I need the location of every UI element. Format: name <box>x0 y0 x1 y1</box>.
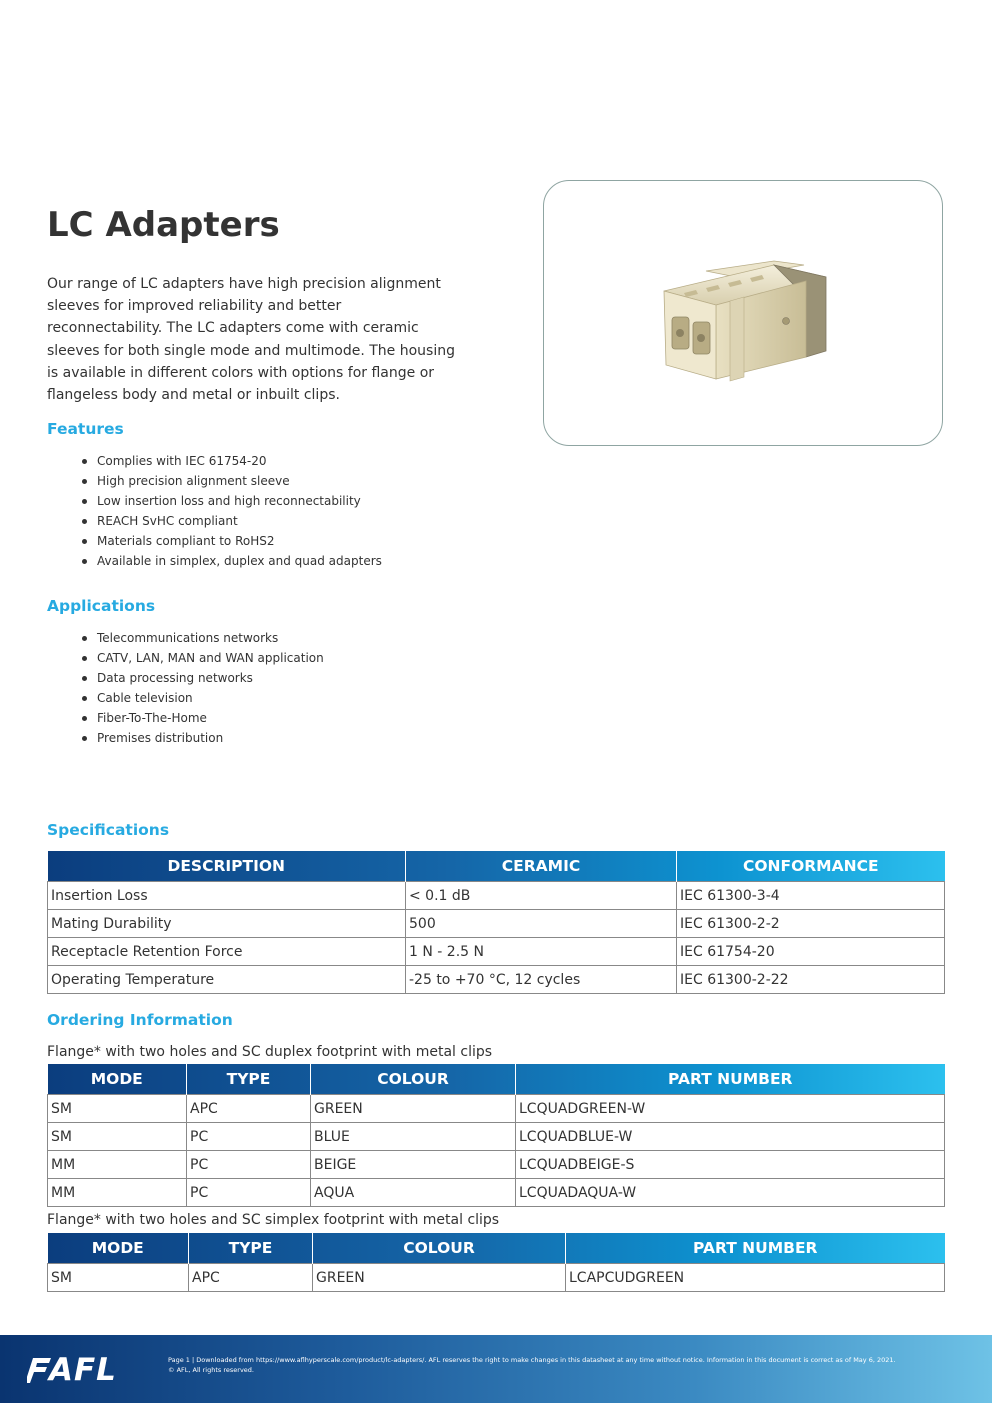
ordering-table-simplex <box>47 1233 945 1292</box>
table-cell: APC <box>189 1264 313 1292</box>
column-header: COLOUR <box>313 1233 566 1264</box>
list-item: Fiber-To-The-Home <box>80 708 324 728</box>
applications-heading: Applications <box>47 597 156 615</box>
ordering-heading: Ordering Information <box>47 1011 233 1029</box>
footer-line-2: © AFL, All rights reserved. <box>168 1366 254 1374</box>
table-cell: GREEN <box>313 1264 566 1292</box>
column-header: TYPE <box>187 1064 311 1095</box>
table-cell: SM <box>48 1095 187 1123</box>
afl-logo <box>27 1352 117 1388</box>
table-cell: Mating Durability <box>48 910 406 938</box>
column-header: COLOUR <box>311 1064 516 1095</box>
table-cell: IEC 61300-2-22 <box>677 966 945 994</box>
table-row <box>48 1095 945 1123</box>
table-cell: IEC 61754-20 <box>677 938 945 966</box>
afl-logo-mark-icon <box>27 1355 51 1385</box>
table-cell: < 0.1 dB <box>406 882 677 910</box>
column-header: DESCRIPTION <box>48 851 406 882</box>
table-cell: LCQUADGREEN-W <box>516 1095 945 1123</box>
table-row <box>48 1179 945 1207</box>
table-cell: -25 to +70 °C, 12 cycles <box>406 966 677 994</box>
table-row <box>48 1264 945 1292</box>
ordering-table1-caption: Flange* with two holes and SC duplex footprint with metal clips <box>47 1044 493 1060</box>
list-item: REACH SvHC compliant <box>80 511 382 531</box>
list-item: High precision alignment sleeve <box>80 471 382 491</box>
lc-adapter-image <box>544 181 942 445</box>
table-row <box>48 966 945 994</box>
column-header: CONFORMANCE <box>742 857 879 875</box>
table-row <box>48 882 945 910</box>
specifications-table <box>47 851 945 994</box>
ordering-table2-caption: Flange* with two holes and SC simplex footprint with metal clips <box>47 1212 500 1228</box>
table-cell: PC <box>187 1151 311 1179</box>
column-header: PART NUMBER <box>668 1070 793 1088</box>
column-header: CERAMIC <box>406 851 677 882</box>
table-cell: Operating Temperature <box>48 966 406 994</box>
table-cell: PC <box>187 1179 311 1207</box>
table-row <box>48 910 945 938</box>
page-title: LC Adapters <box>47 205 280 245</box>
table-cell: PC <box>187 1123 311 1151</box>
list-item: Available in simplex, duplex and quad adapters <box>80 551 382 571</box>
table-cell: LCQUADAQUA-W <box>516 1179 945 1207</box>
features-list <box>80 451 382 571</box>
product-image-frame <box>543 180 943 446</box>
applications-list <box>80 628 324 748</box>
page-footer <box>0 1335 992 1403</box>
column-header: MODE <box>48 1064 187 1095</box>
list-item: Materials compliant to RoHS2 <box>80 531 382 551</box>
footer-line-1: Page 1 | Downloaded from https://www.aflhyperscale.com/product/lc-adapters/. AFL reserves the right to make changes in this datasheet at any time without notice. Information in this document is correct as of May 6, 2021. <box>168 1356 896 1364</box>
table-header-row <box>48 851 945 882</box>
table-cell: BLUE <box>311 1123 516 1151</box>
table-cell: LCQUADBLUE-W <box>516 1123 945 1151</box>
table-header-row <box>48 1233 945 1264</box>
table-cell: IEC 61300-3-4 <box>677 882 945 910</box>
table-cell: Insertion Loss <box>48 882 406 910</box>
table-cell: LCAPCUDGREEN <box>566 1264 945 1292</box>
table-cell: Receptacle Retention Force <box>48 938 406 966</box>
column-header: MODE <box>48 1233 189 1264</box>
table-cell: AQUA <box>311 1179 516 1207</box>
ordering-table-duplex <box>47 1064 945 1207</box>
list-item: CATV, LAN, MAN and WAN application <box>80 648 324 668</box>
list-item: Data processing networks <box>80 668 324 688</box>
table-cell: 1 N - 2.5 N <box>406 938 677 966</box>
list-item: Complies with IEC 61754-20 <box>80 451 382 471</box>
footer-text <box>168 1355 896 1375</box>
table-cell: GREEN <box>311 1095 516 1123</box>
column-header: PART NUMBER <box>693 1239 818 1257</box>
column-header: TYPE <box>189 1233 313 1264</box>
table-cell: LCQUADBEIGE-S <box>516 1151 945 1179</box>
table-cell: MM <box>48 1151 187 1179</box>
logo-text: AFL <box>49 1352 117 1388</box>
table-row <box>48 1123 945 1151</box>
table-cell: 500 <box>406 910 677 938</box>
specifications-heading: Specifications <box>47 821 170 839</box>
table-row <box>48 938 945 966</box>
intro-paragraph: Our range of LC adapters have high precision alignment sleeves for improved reliability and better reconnectability. The LC adapters come with ceramic sleeves for both single mode and multimode. The housing is available in different colors with options for flange or flangeless body and metal or inbuilt clips. <box>47 276 455 404</box>
table-header-row <box>48 1064 945 1095</box>
table-cell: SM <box>48 1123 187 1151</box>
list-item: Low insertion loss and high reconnectability <box>80 491 382 511</box>
table-cell: SM <box>48 1264 189 1292</box>
list-item: Premises distribution <box>80 728 324 748</box>
table-row <box>48 1151 945 1179</box>
list-item: Telecommunications networks <box>80 628 324 648</box>
table-cell: BEIGE <box>311 1151 516 1179</box>
features-heading: Features <box>47 420 124 438</box>
table-cell: MM <box>48 1179 187 1207</box>
table-cell: IEC 61300-2-2 <box>677 910 945 938</box>
table-cell: APC <box>187 1095 311 1123</box>
list-item: Cable television <box>80 688 324 708</box>
